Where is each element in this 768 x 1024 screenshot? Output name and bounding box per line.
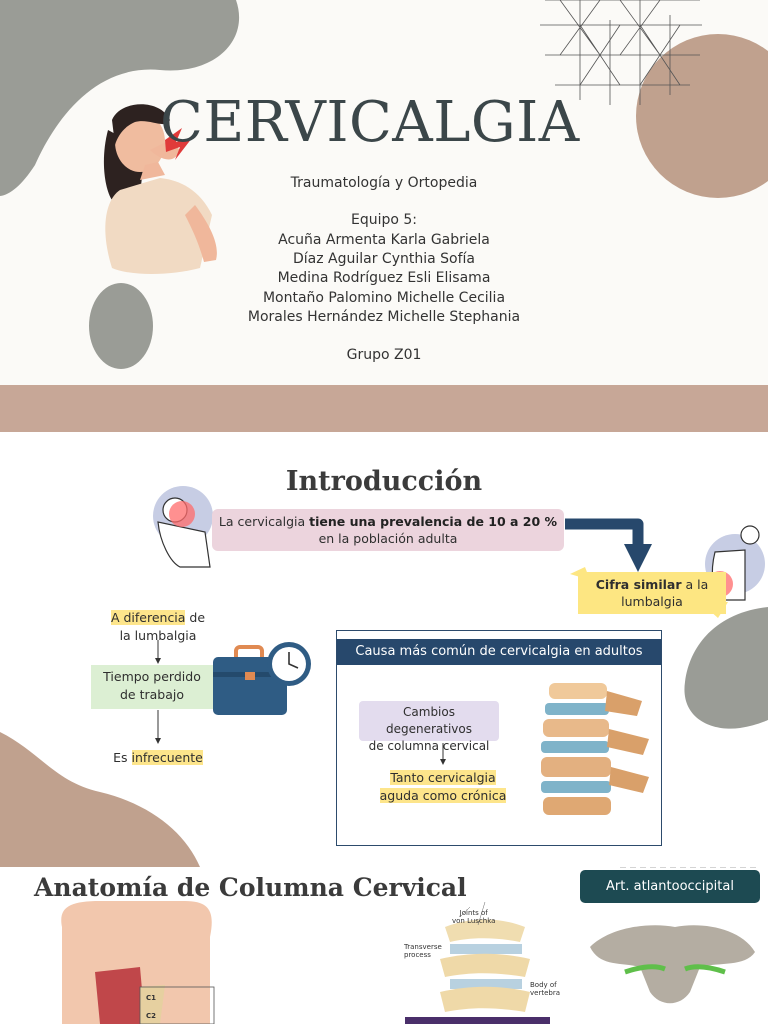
both-line2: aguda como crónica — [379, 788, 507, 803]
degen-line1: Cambios degenerativos — [385, 705, 472, 736]
anatomy-title: Anatomía de Columna Cervical — [34, 873, 467, 902]
prevalence-pre: La cervicalgia — [218, 514, 310, 529]
difference-highlight: A diferencia — [110, 610, 186, 625]
gray-blob-right — [684, 607, 768, 729]
difference-text — [90, 609, 226, 645]
cause-panel — [336, 630, 662, 846]
label-joints-2: von Luschka — [452, 917, 496, 925]
degen-line2: de columna cervical — [368, 739, 490, 753]
similar-box — [578, 572, 726, 614]
label-transverse-1: Transverse — [404, 943, 442, 951]
neck-muscle-illustration — [61, 901, 214, 1024]
rare-highlight: infrecuente — [131, 750, 203, 765]
member-2: Díaz Aguilar Cynthia Sofía — [292, 251, 475, 267]
clock-icon — [267, 642, 311, 686]
cover-slide — [0, 0, 768, 385]
label-body — [530, 981, 560, 997]
difference-post: de — [185, 610, 206, 625]
intro-title: Introducción — [285, 466, 483, 497]
cover-title: CERVICALGIA — [160, 90, 580, 155]
subject: Traumatología y Ortopedia — [290, 175, 478, 191]
lost-line1: Tiempo perdido — [103, 669, 201, 684]
cause-header: Causa más común de cervicalgia en adultos — [337, 639, 661, 665]
anatomy-slide — [0, 867, 768, 1024]
prevalence-post: en la población adulta — [318, 531, 458, 546]
lost-work-box — [91, 665, 213, 709]
section-divider-band — [0, 385, 768, 432]
label-body-2: vertebra — [530, 989, 560, 997]
tan-circle — [636, 34, 768, 198]
lost-line2: de trabajo — [119, 687, 184, 702]
label-transverse-2: process — [404, 951, 431, 959]
rare-text — [95, 749, 221, 767]
cover-decoration — [0, 0, 768, 385]
label-body-1: Body of — [530, 981, 557, 989]
label-joints — [452, 909, 495, 925]
cause-graphics — [337, 631, 660, 844]
label-c1: C1 — [146, 994, 157, 1002]
member-4: Montaño Palomino Michelle Cecilia — [262, 290, 506, 306]
rare-pre: Es — [113, 750, 132, 765]
similar-post: a la — [681, 577, 709, 592]
neck-pain-icon — [153, 486, 213, 567]
both-text — [377, 769, 509, 805]
similar-line2: lumbalgia — [621, 594, 683, 609]
intro-slide — [0, 432, 768, 867]
member-1: Acuña Armenta Karla Gabriela — [278, 232, 490, 248]
label-c2: C2 — [146, 1012, 157, 1020]
label-transverse — [404, 943, 442, 959]
difference-line2: la lumbalgia — [119, 628, 197, 643]
both-line1: Tanto cervicalgia — [390, 770, 496, 785]
similar-strong: Cifra similar — [595, 577, 682, 592]
atlanto-occipital-badge: Art. atlantooccipital — [580, 870, 760, 903]
prevalence-box — [212, 509, 564, 551]
member-5: Morales Hernández Michelle Stephania — [247, 309, 521, 325]
prevalence-strong: tiene una prevalencia de 10 a 20 % — [309, 514, 558, 529]
team-label: Equipo 5: — [350, 212, 418, 228]
label-joints-1: Joints of — [459, 909, 488, 917]
spine-illustration — [541, 683, 649, 815]
member-3: Medina Rodríguez Esli Elisama — [277, 270, 491, 286]
group-label: Grupo Z01 — [346, 347, 422, 363]
